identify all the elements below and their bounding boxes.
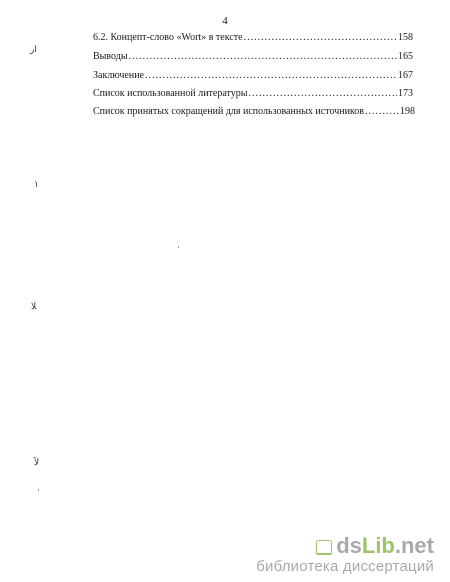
page-number: 4 bbox=[222, 15, 228, 27]
toc-leader-dots bbox=[365, 106, 399, 118]
toc-entry-title: 6.2. Концепт-слово «Wort» в тексте bbox=[93, 32, 243, 43]
toc-entry-page: 158 bbox=[398, 32, 413, 43]
margin-mark: ﻵ bbox=[34, 458, 40, 468]
watermark-brand-net: .net bbox=[394, 533, 434, 558]
toc-entry-title: Выводы bbox=[93, 51, 128, 62]
toc-entry bbox=[93, 106, 415, 118]
margin-mark: ١ bbox=[34, 180, 39, 190]
watermark-brand-lib: Lib bbox=[361, 533, 395, 558]
toc-entry-title: Список принятых сокращений для использованных источников bbox=[93, 106, 364, 117]
toc-entry-page: 173 bbox=[398, 88, 413, 99]
toc-leader-dots bbox=[129, 51, 397, 63]
watermark bbox=[256, 534, 434, 576]
margin-mark: ﺍﺭ bbox=[30, 45, 37, 55]
toc-entry bbox=[93, 88, 413, 100]
toc-leader-dots bbox=[145, 70, 397, 82]
open-book-icon bbox=[316, 540, 332, 553]
watermark-brand-ds: ds bbox=[336, 533, 362, 558]
toc-entry-page: 167 bbox=[398, 70, 413, 81]
scan-speck bbox=[178, 246, 179, 248]
margin-mark: ﻼ bbox=[31, 302, 37, 312]
toc-leader-dots bbox=[244, 32, 397, 44]
watermark-logo bbox=[256, 534, 434, 558]
toc-entry bbox=[93, 70, 413, 82]
toc-entry bbox=[93, 32, 413, 44]
watermark-subtitle: библиотека диссертаций bbox=[256, 558, 434, 575]
scan-speck bbox=[38, 489, 39, 491]
toc-entry-page: 198 bbox=[400, 106, 415, 117]
toc-leader-dots bbox=[249, 88, 398, 100]
toc-entry bbox=[93, 51, 413, 63]
toc-entry-title: Список использованной литературы bbox=[93, 88, 248, 99]
toc-entry-page: 165 bbox=[398, 51, 413, 62]
toc-entry-title: Заключение bbox=[93, 70, 144, 81]
